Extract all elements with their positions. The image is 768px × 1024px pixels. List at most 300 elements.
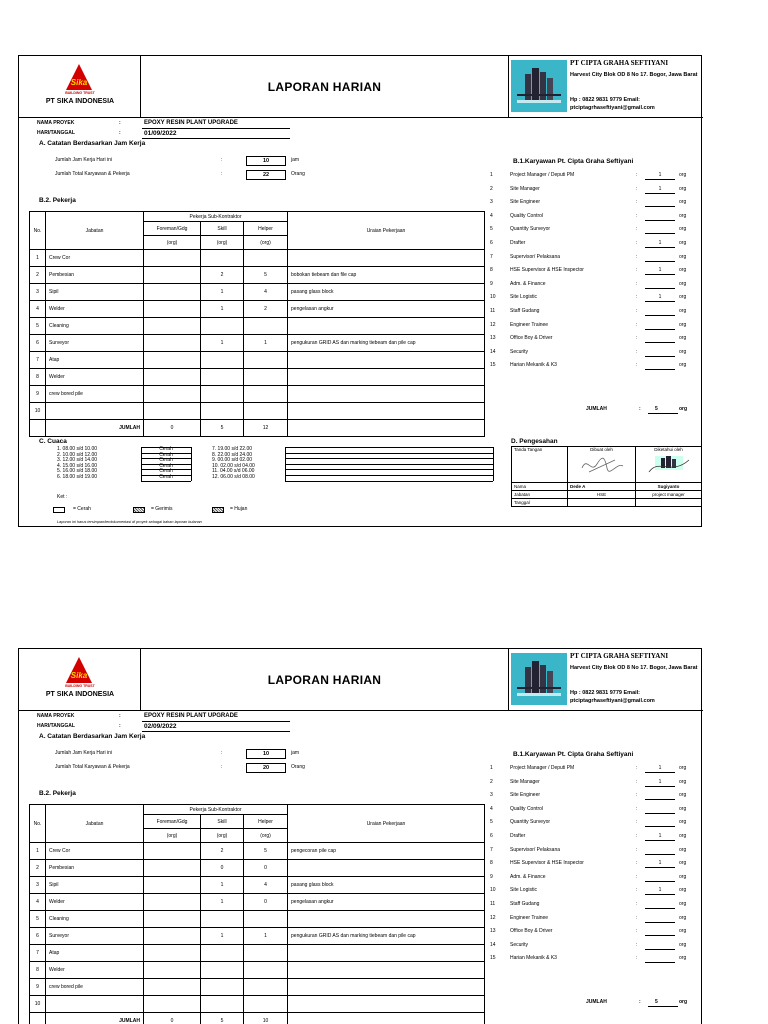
row-uraian <box>288 911 485 928</box>
karyawan-count: 1 <box>658 240 662 246</box>
colon: : <box>636 955 638 962</box>
list-item <box>486 360 702 374</box>
karyawan-role: Adm. & Finance <box>510 280 546 287</box>
cuaca-value: Cerah <box>159 451 173 458</box>
diketahui-nama: Sugiyanto <box>636 483 702 491</box>
report-title: LAPORAN HARIAN <box>267 673 382 687</box>
row-helper <box>244 352 288 369</box>
karyawan-no: 2 <box>490 778 493 785</box>
row-jabatan: Atap <box>46 352 144 369</box>
karyawan-no: 6 <box>490 240 493 246</box>
karyawan-unit: org <box>679 172 687 178</box>
report-date: 02/09/2022 <box>144 723 177 730</box>
row-helper <box>244 979 288 996</box>
karyawan-unit: org <box>679 873 687 880</box>
row-foreman <box>144 996 201 1013</box>
karyawan-no: 11 <box>490 901 496 907</box>
karyawan-unit: org <box>679 253 687 260</box>
karyawan-underline <box>645 356 675 357</box>
row-no: 10 <box>30 996 46 1013</box>
project-name: EPOXY RESIN PLANT UPGRADE <box>144 120 238 126</box>
cuaca-value: Cerah <box>159 468 173 475</box>
jam-kerja-label: Jumlah Jam Kerja Hari ini <box>55 157 112 163</box>
row-helper: 1 <box>244 335 288 352</box>
colon: : <box>636 819 638 826</box>
row-uraian <box>288 945 485 962</box>
section-a-title: A. Catatan Berdasarkan Jam Kerja <box>39 140 146 147</box>
karyawan-role: Supervisor/ Pelaksana <box>510 253 561 260</box>
section-b2-title: B.2. Pekerja <box>39 197 76 204</box>
pekerja-table <box>29 211 485 437</box>
karyawan-role: Security <box>510 941 529 948</box>
karyawan-underline <box>645 342 675 343</box>
row-helper: 5 <box>244 843 288 860</box>
company-stamp-icon <box>647 452 691 478</box>
col-header-subkon: Pekerja Sub-Kontraktor <box>144 805 288 815</box>
sika-tagline: BUILDING TRUST <box>65 684 95 688</box>
karyawan-underline <box>645 854 675 855</box>
col-header-uraian: Uraian Pekerjaan <box>288 805 485 843</box>
karyawan-role: Office Boy & Driver <box>510 928 553 935</box>
colon: : <box>636 860 638 867</box>
karyawan-no: 11 <box>490 308 496 314</box>
cuaca-grid-line <box>285 464 493 465</box>
col-header-helper: Helper <box>244 222 288 236</box>
karyawan-underline <box>645 881 675 882</box>
row-foreman <box>144 843 201 860</box>
row-skill: 2 <box>201 843 244 860</box>
row-jabatan: Welder <box>46 301 144 318</box>
col-header-foreman: Foreman/Gdg <box>144 222 201 236</box>
row-no: 8 <box>30 369 46 386</box>
table-row <box>30 928 485 945</box>
karyawan-unit: org <box>679 240 687 246</box>
list-item <box>486 320 702 334</box>
client-logo-cell <box>19 649 141 711</box>
row-foreman <box>144 318 201 335</box>
karyawan-count: 1 <box>658 765 662 771</box>
karyawan-unit: org <box>679 846 687 853</box>
karyawan-role: Engineer Trainee <box>510 321 549 328</box>
company-building-logo <box>511 60 567 112</box>
row-no: 5 <box>30 911 46 928</box>
karyawan-underline <box>645 220 675 221</box>
cuaca-time: 12. 06.00 s/d 08.00 <box>212 474 255 480</box>
row-jabatan <box>46 996 144 1013</box>
pekerja-rows <box>30 250 485 420</box>
table-row <box>30 301 485 318</box>
row-skill <box>201 979 244 996</box>
karyawan-underline <box>645 772 675 773</box>
list-item <box>486 858 702 872</box>
row-no: 8 <box>30 962 46 979</box>
karyawan-no: 9 <box>490 873 493 880</box>
karyawan-count: 1 <box>658 172 662 178</box>
jumlah-helper: 10 <box>244 1013 288 1024</box>
colon: : <box>636 294 638 301</box>
row-no: 10 <box>30 403 46 420</box>
table-row <box>30 386 485 403</box>
table-row <box>30 894 485 911</box>
company-cell <box>509 649 703 711</box>
cuaca-grid-line <box>141 464 191 465</box>
karyawan-jumlah-unit: org <box>679 999 688 1005</box>
karyawan-unit: org <box>679 321 687 328</box>
cuaca-time: 7. 19.00 s/d 22.00 <box>212 446 253 452</box>
col-unit: (org) <box>144 236 201 250</box>
list-item <box>486 831 702 845</box>
karyawan-no: 15 <box>490 955 496 962</box>
karyawan-no: 14 <box>490 348 496 355</box>
karyawan-unit: org <box>679 941 687 948</box>
list-item <box>486 306 702 320</box>
col-header-skill: Skill <box>201 815 244 829</box>
row-no: 2 <box>30 860 46 877</box>
daily-report-1 <box>18 55 702 527</box>
karyawan-role: Site Engineer <box>510 199 541 206</box>
jumlah-foreman: 0 <box>144 1013 201 1024</box>
list-item <box>486 817 702 831</box>
row-jabatan: Crew Cor <box>46 843 144 860</box>
company-name: PT CIPTA GRAHA SEFTIYANI <box>570 652 669 660</box>
karyawan-unit: org <box>679 362 687 369</box>
karyawan-count: 1 <box>658 185 662 192</box>
jumlah-label: JUMLAH <box>46 1013 144 1024</box>
row-jabatan: Welder <box>46 962 144 979</box>
report-title: LAPORAN HARIAN <box>267 80 382 94</box>
karyawan-jumlah-value: 5 <box>655 999 658 1005</box>
list-item <box>486 940 702 954</box>
karyawan-underline <box>645 206 675 207</box>
row-foreman <box>144 369 201 386</box>
colon: : <box>639 406 641 412</box>
total-karyawan-label: Jumlah Total Karyawan & Pekerja <box>55 764 130 770</box>
karyawan-role: Staff Gudang <box>510 901 540 907</box>
karyawan-role: Harian Mekanik & K3 <box>510 955 557 962</box>
karyawan-underline <box>645 799 675 800</box>
karyawan-role: Adm. & Finance <box>510 873 546 880</box>
row-uraian <box>288 369 485 386</box>
colon: : <box>636 914 638 921</box>
table-row <box>30 335 485 352</box>
gerimis-legend-icon <box>133 507 145 513</box>
karyawan-count: 1 <box>658 833 662 839</box>
row-foreman <box>144 352 201 369</box>
colon: : <box>636 308 638 314</box>
row-no: 9 <box>30 979 46 996</box>
row-no: 1 <box>30 843 46 860</box>
colon: : <box>636 335 638 342</box>
row-uraian: pengelasan angkur <box>288 301 485 318</box>
karyawan-underline <box>645 247 675 248</box>
project-underline <box>142 128 290 129</box>
signature-dibuat-icon <box>577 452 627 478</box>
gerimis-legend: = Gerimis <box>151 506 173 512</box>
row-no: 9 <box>30 386 46 403</box>
table-row <box>30 267 485 284</box>
karyawan-role: Security <box>510 348 529 355</box>
table-row <box>30 843 485 860</box>
karyawan-no: 10 <box>490 887 496 894</box>
row-uraian <box>288 352 485 369</box>
colon: : <box>119 713 121 719</box>
karyawan-count: 1 <box>658 778 662 785</box>
hujan-legend: = Hujan <box>230 506 248 512</box>
row-jabatan: Pembesian <box>46 860 144 877</box>
row-helper: 1 <box>244 928 288 945</box>
company-contact: Hp : 0822 9831 9779 Email: ptciptagrhaseftiyani@gmail.com <box>570 690 655 704</box>
colon: : <box>636 778 638 785</box>
row-no: 6 <box>30 335 46 352</box>
row-helper: 0 <box>244 894 288 911</box>
list-item <box>486 885 702 899</box>
list-item <box>486 238 702 252</box>
row-helper: 4 <box>244 877 288 894</box>
cuaca-grid-line <box>285 458 493 459</box>
col-header-helper: Helper <box>244 815 288 829</box>
row-uraian: pengecoran pile cap <box>288 843 485 860</box>
row-skill <box>201 352 244 369</box>
cuaca-value: Cerah <box>159 474 173 480</box>
karyawan-unit: org <box>679 914 687 921</box>
row-no: 3 <box>30 877 46 894</box>
karyawan-jumlah-unit: org <box>679 406 688 412</box>
list-item <box>486 804 702 818</box>
row-no: 4 <box>30 894 46 911</box>
list-item <box>486 913 702 927</box>
row-foreman <box>144 860 201 877</box>
karyawan-role: Drafter <box>510 833 526 839</box>
row-jabatan: Surveyor <box>46 928 144 945</box>
company-address: Harvest City Blok OD 8 No 17. Bogor, Jawa Barat <box>570 72 698 78</box>
client-name: PT SIKA INDONESIA <box>45 98 115 105</box>
karyawan-role: Quantity Surveyor <box>510 819 551 826</box>
company-name: PT CIPTA GRAHA SEFTIYANI <box>570 59 669 67</box>
report-title-cell <box>141 649 509 711</box>
karyawan-role: Supervisor/ Pelaksana <box>510 846 561 853</box>
table-row <box>30 877 485 894</box>
colon: : <box>221 750 223 756</box>
date-label: HARI/TANGGAL <box>37 130 75 136</box>
row-skill: 1 <box>201 284 244 301</box>
section-c-title: C. Cuaca <box>39 438 67 445</box>
karyawan-underline <box>645 369 675 370</box>
karyawan-role: Project Manager / Deputi PM <box>510 172 575 178</box>
cuaca-value: Cerah <box>159 462 173 469</box>
row-no: 2 <box>30 267 46 284</box>
colon: : <box>636 226 638 233</box>
dibuat-oleh-label: Dibuat oleh <box>590 447 613 452</box>
list-item <box>486 170 702 184</box>
colon: : <box>636 253 638 260</box>
project-label: NAMA PROYEK <box>37 120 75 126</box>
row-uraian: pasang glass block <box>288 877 485 894</box>
diketahui-jabatan: project manager <box>636 491 702 499</box>
colon: : <box>636 901 638 907</box>
row-skill <box>201 403 244 420</box>
colon: : <box>636 212 638 219</box>
orang-unit: Orang <box>291 764 305 770</box>
svg-text:Sika: Sika <box>70 78 88 87</box>
orang-unit: Orang <box>291 171 305 177</box>
list-item <box>486 790 702 804</box>
row-skill <box>201 250 244 267</box>
karyawan-role: Site Manager <box>510 185 540 192</box>
daily-report-2 <box>18 648 702 1024</box>
row-helper <box>244 386 288 403</box>
karyawan-no: 1 <box>490 172 493 178</box>
row-skill: 0 <box>201 860 244 877</box>
karyawan-unit: org <box>679 833 687 839</box>
row-helper <box>244 369 288 386</box>
karyawan-unit: org <box>679 226 687 233</box>
karyawan-unit: org <box>679 294 687 301</box>
cuaca-grid-line <box>493 447 494 481</box>
karyawan-no: 9 <box>490 280 493 287</box>
sika-logo-icon <box>64 655 94 685</box>
list-item <box>486 872 702 886</box>
row-skill <box>201 386 244 403</box>
list-item <box>486 265 702 279</box>
cuaca-grid-line <box>285 447 286 481</box>
sika-logo-icon <box>64 62 94 92</box>
row-helper: 4 <box>244 284 288 301</box>
row-jabatan: Pembesian <box>46 267 144 284</box>
row-skill <box>201 369 244 386</box>
colon: : <box>119 723 121 729</box>
list-item <box>486 899 702 913</box>
row-foreman <box>144 386 201 403</box>
list-item <box>486 224 702 238</box>
karyawan-underline <box>645 867 675 868</box>
section-b1-title: B.1.Karyawan Pt. Cipta Graha Seftiyani <box>513 158 634 165</box>
karyawan-jumlah-underline <box>648 413 678 414</box>
col-header-skill: Skill <box>201 222 244 236</box>
row-helper <box>244 996 288 1013</box>
jumlah-skill: 5 <box>201 420 244 437</box>
jumlah-foreman: 0 <box>144 420 201 437</box>
row-jabatan: Welder <box>46 894 144 911</box>
cuaca-grid-line <box>141 458 191 459</box>
col-header-foreman: Foreman/Gdg <box>144 815 201 829</box>
hujan-legend-icon <box>212 507 224 513</box>
karyawan-unit: org <box>679 280 687 287</box>
diketahui-oleh-label: Diketahui oleh <box>654 447 683 452</box>
section-d-title: D. Pengesahan <box>511 438 558 445</box>
row-foreman <box>144 894 201 911</box>
row-skill <box>201 318 244 335</box>
section-b1-title: B.1.Karyawan Pt. Cipta Graha Seftiyani <box>513 751 634 758</box>
karyawan-underline <box>645 826 675 827</box>
cuaca-grid-line <box>285 481 493 482</box>
pengesahan-table <box>511 446 702 507</box>
row-foreman <box>144 928 201 945</box>
karyawan-role: HSE Supervisor & HSE Inspector <box>510 267 584 274</box>
colon: : <box>636 792 638 799</box>
karyawan-underline <box>645 288 675 289</box>
karyawan-underline <box>645 840 675 841</box>
row-uraian <box>288 860 485 877</box>
cuaca-time: 4. 15.00 s/d 16.00 <box>57 462 98 469</box>
jumlah-helper: 12 <box>244 420 288 437</box>
jumlah-skill: 5 <box>201 1013 244 1024</box>
colon: : <box>636 833 638 839</box>
row-skill: 1 <box>201 301 244 318</box>
date-underline <box>142 731 290 732</box>
list-item <box>486 763 702 777</box>
karyawan-no: 12 <box>490 914 496 921</box>
karyawan-no: 5 <box>490 226 493 233</box>
row-uraian: bobokan tiebeam dan file cap <box>288 267 485 284</box>
client-name: PT SIKA INDONESIA <box>45 691 115 698</box>
karyawan-underline <box>645 233 675 234</box>
karyawan-underline <box>645 813 675 814</box>
cuaca-time: 3. 12.00 s/d 14.00 <box>57 457 98 464</box>
dibuat-nama: Dede A <box>568 483 636 491</box>
table-row <box>30 996 485 1013</box>
cuaca-time: 6. 18.00 s/d 19.00 <box>57 474 98 480</box>
report-header <box>19 649 703 711</box>
karyawan-no: 14 <box>490 941 496 948</box>
colon: : <box>636 321 638 328</box>
karyawan-no: 2 <box>490 185 493 192</box>
karyawan-count: 1 <box>658 294 662 301</box>
jam-kerja-value: 10 <box>246 156 286 166</box>
list-item <box>486 279 702 293</box>
company-contact: Hp : 0822 9831 9779 Email: ptciptagrhaseftiyani@gmail.com <box>570 97 655 111</box>
row-no: 4 <box>30 301 46 318</box>
project-name: EPOXY RESIN PLANT UPGRADE <box>144 713 238 719</box>
karyawan-no: 3 <box>490 199 493 206</box>
karyawan-no: 12 <box>490 321 496 328</box>
karyawan-no: 8 <box>490 860 493 867</box>
row-jabatan: Sipil <box>46 877 144 894</box>
karyawan-unit: org <box>679 901 687 907</box>
colon: : <box>636 362 638 369</box>
karyawan-role: Site Logistic <box>510 294 537 301</box>
karyawan-no: 10 <box>490 294 496 301</box>
cuaca-value: Cerah <box>159 446 173 452</box>
cuaca-time: 8. 22.00 s/d 24.00 <box>212 451 253 458</box>
karyawan-unit: org <box>679 185 687 192</box>
total-karyawan-value: 22 <box>246 170 286 180</box>
row-skill: 1 <box>201 877 244 894</box>
karyawan-underline <box>645 274 675 275</box>
colon: : <box>636 887 638 894</box>
cuaca-grid-line <box>141 481 191 482</box>
row-jabatan: Sipil <box>46 284 144 301</box>
karyawan-no: 8 <box>490 267 493 274</box>
list-item <box>486 292 702 306</box>
row-jabatan: Crew Cor <box>46 250 144 267</box>
karyawan-role: Engineer Trainee <box>510 914 549 921</box>
colon: : <box>221 764 223 770</box>
cuaca-grid-line <box>141 447 191 448</box>
section-b2-title: B.2. Pekerja <box>39 790 76 797</box>
colon: : <box>636 267 638 274</box>
karyawan-no: 13 <box>490 928 496 935</box>
karyawan-role: Drafter <box>510 240 526 246</box>
row-foreman <box>144 301 201 318</box>
colon: : <box>636 873 638 880</box>
svg-text:Sika: Sika <box>70 671 88 680</box>
karyawan-role: Office Boy & Driver <box>510 335 553 342</box>
row-helper: 5 <box>244 267 288 284</box>
karyawan-role: Project Manager / Deputi PM <box>510 765 575 771</box>
row-helper <box>244 250 288 267</box>
row-foreman <box>144 877 201 894</box>
cuaca-grid-line <box>285 447 493 448</box>
